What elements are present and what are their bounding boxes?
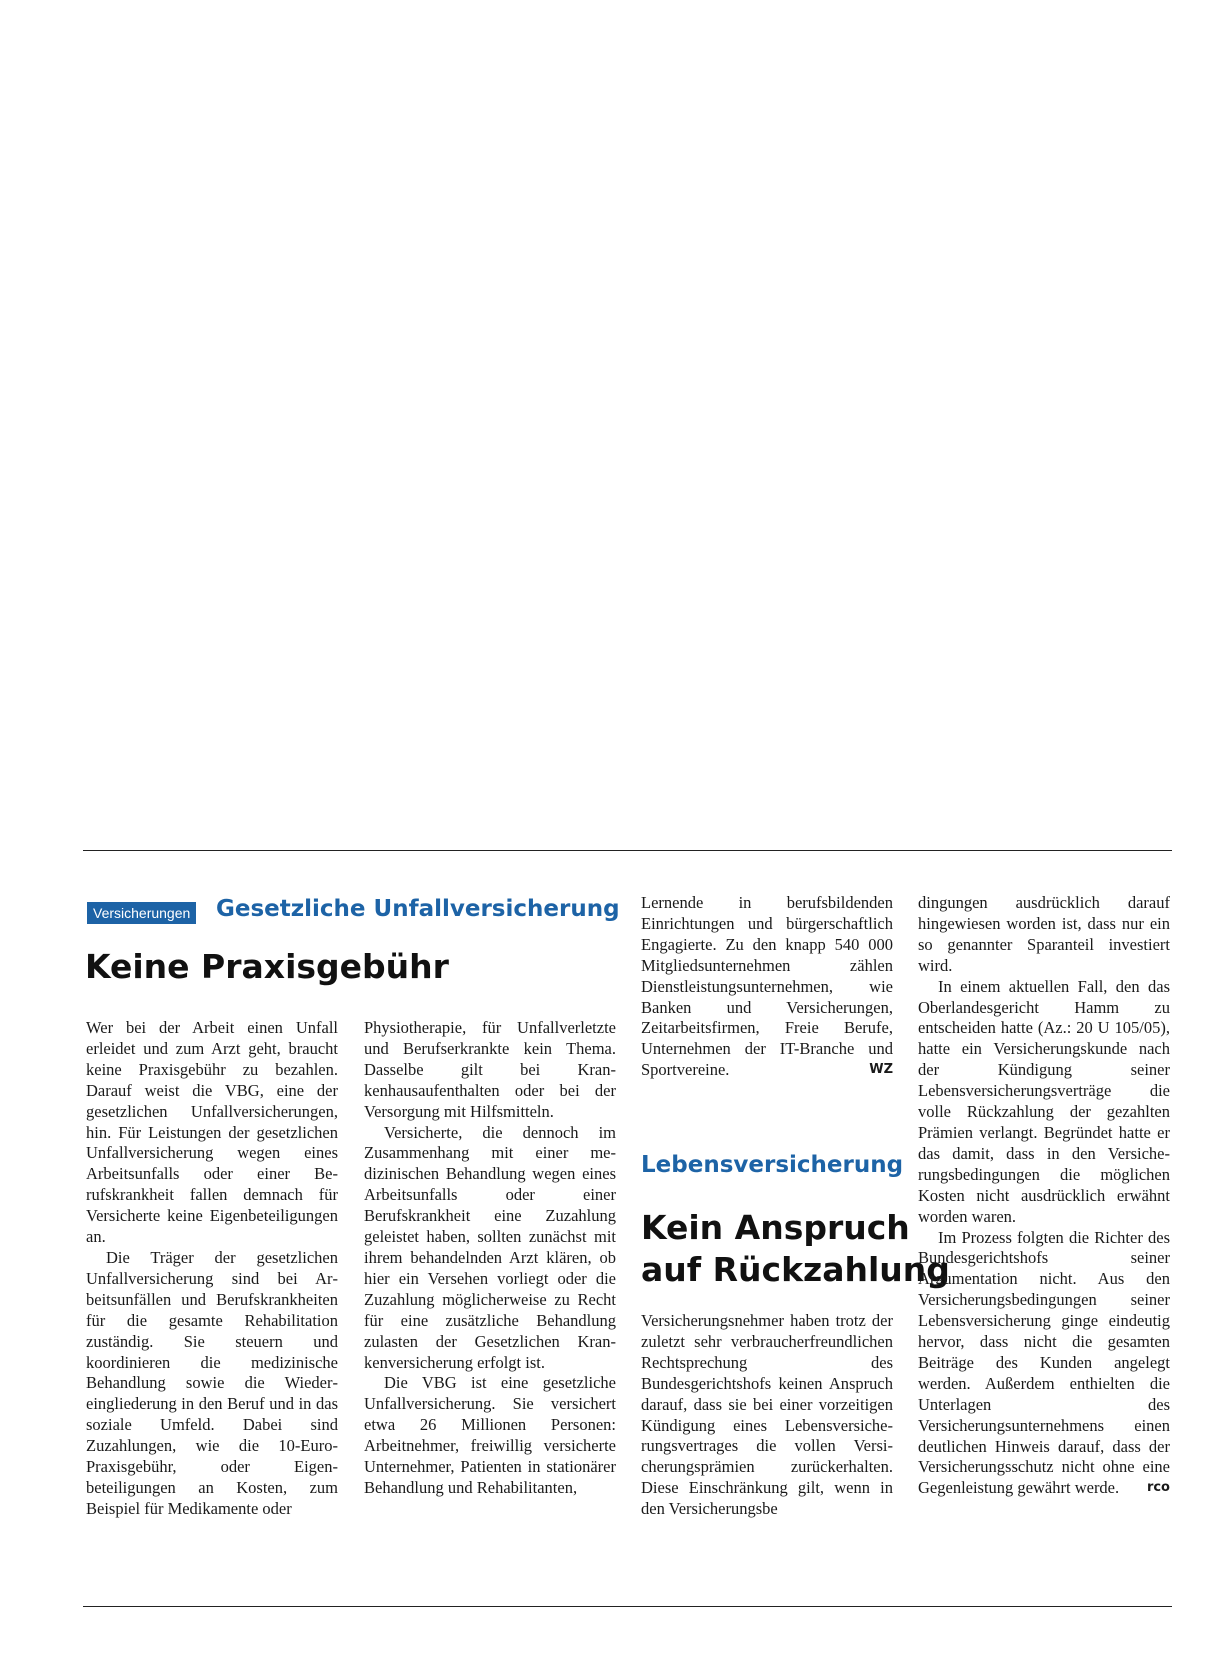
article1-headline: Keine Praxisgebühr: [85, 947, 449, 986]
category-tag: Versicherungen: [87, 902, 196, 924]
article1-paragraph-2-cont: Physiotherapie, für Unfallverletzte und Berufserkrankte kein Thema. Dasselbe gilt bei Krankenhausaufenthalten oder bei der Versorgung mit Hilfsmitteln.: [364, 1018, 616, 1121]
article2-paragraph-1: Versicherungsnehmer haben trotz der zuletzt sehr verbraucherfreundlichen Rechtsprechung des Bundesgerichtshofs keinen Anspruch darauf, dass sie bei einer vorzeitigen Kündigung eines Lebensversicherungsvertrages die vollen Versicherungsprämien zurückerhalten. Diese Einschränkung gilt, wenn in den Versicherungsbe: [641, 1311, 893, 1519]
article1-paragraph-2: Die Träger der gesetzlichen Unfallversicherung sind bei Arbeitsunfällen und Berufskrankheiten für die gesamte Rehabilitation zuständig. Sie steuern und koordinieren die medizinische Behandlung sowie die Wiedereingliederung in den Beruf und in das soziale Umfeld. Dabei sind Zuzahlungen, wie die 10-Euro-Praxisgebühr, oder Eigenbeteiligungen an Kosten, zum Beispiel für Medikamente oder: [86, 1247, 338, 1518]
article1-column-3: [641, 893, 893, 1081]
bottom-rule: [83, 1606, 1172, 1607]
article1-paragraph-4-cont: Lernende in berufsbildenden Einrichtungen und bürgerschaftlich Engagierte. Zu den knapp 540 000 Mitgliedsunternehmen zählen Dienstleistungsunternehmen, wie Banken und Versicherungen, Zeitarbeitsfirmen, Freie Berufe, Unternehmen der IT-Branche und Sportvereine. WZ: [641, 893, 893, 1080]
article1-column-1: [86, 1018, 338, 1520]
article2-kicker: Lebensversicherung: [641, 1152, 904, 1178]
article1-column-2: [364, 1018, 616, 1499]
article2-headline: [641, 1207, 950, 1291]
article2-paragraph-3: Im Prozess folgten die Richter des Bundesgerichtshofs seiner Argumentation nicht. Aus den Versicherungsbedingungen seiner Lebensversicherung ginge eindeutig hervor, dass nicht die gesamten Beiträge des Kunden angelegt werden. Außerdem enthielten die Unterlagen des Versicherungsunternehmens einen deutlichen Hinweis darauf, dass der Versicherungsschutz nicht ohne eine Gegenleistung gewährt werde. rco: [918, 1227, 1170, 1498]
article1-paragraph-1: Wer bei der Arbeit einen Unfall erleidet und zum Arzt geht, braucht keine Praxisgebühr zu bezahlen. Darauf weist die VBG, eine der gesetzlichen Unfallversicherungen, hin. Für Leistungen der gesetzlichen Unfallversicherung wegen eines Arbeitsunfalls oder einer Berufskrankheit fallen demnach für Versicherte keine Eigenbeteiligungen an.: [86, 1018, 338, 1247]
article1-paragraph-4: Die VBG ist eine gesetzliche Unfallversicherung. Sie versichert etwa 26 Millionen Personen: Arbeitnehmer, freiwillig versicherte Unternehmer, Patienten in stationärer Behandlung und Rehabilitanten,: [364, 1373, 616, 1497]
article1-kicker: Gesetzliche Unfallversicherung: [216, 896, 620, 922]
article1-paragraph-3: Versicherte, die dennoch im Zusammenhang mit einer medizinischen Behandlung wegen eines Arbeitsunfalls oder einer Berufskrankheit eine Zuzahlung geleistet haben, sollten zunächst mit ihrem behandelnden Arzt klären, ob hier ein Versehen vorliegt oder die Zuzahlung möglicherweise zu Recht für eine zusätzliche Behandlung zulasten der Gesetzlichen Krankenversicherung erfolgt ist.: [364, 1122, 616, 1372]
article1-signature: WZ: [869, 1062, 893, 1078]
article2-headline-line-2: auf Rückzahlung: [641, 1250, 950, 1289]
article2-paragraph-2: In einem aktuellen Fall, den das Oberlandesgericht Hamm zu entscheiden hatte (Az.: 20 U 105/05), hatte ein Versicherungskunde nach der Kündigung seiner Lebensversicherungsverträge die volle Rückzahlung der gezahlten Prämien verlangt. Begründet hatte er das damit, dass in den Versicherungsbedingungen die möglichen Kosten nicht ausdrücklich erwähnt worden waren.: [918, 976, 1170, 1226]
article2-column-2: [918, 893, 1170, 1499]
article2-headline-line-1: Kein Anspruch: [641, 1208, 910, 1247]
article2-column-1: [641, 1311, 893, 1520]
top-rule: [83, 850, 1172, 851]
article2-signature: rco: [1146, 1480, 1170, 1496]
article2-paragraph-1-cont: dingungen ausdrücklich darauf hingewiesen worden ist, dass nur ein so genannter Sparanteil investiert wird.: [918, 893, 1170, 975]
